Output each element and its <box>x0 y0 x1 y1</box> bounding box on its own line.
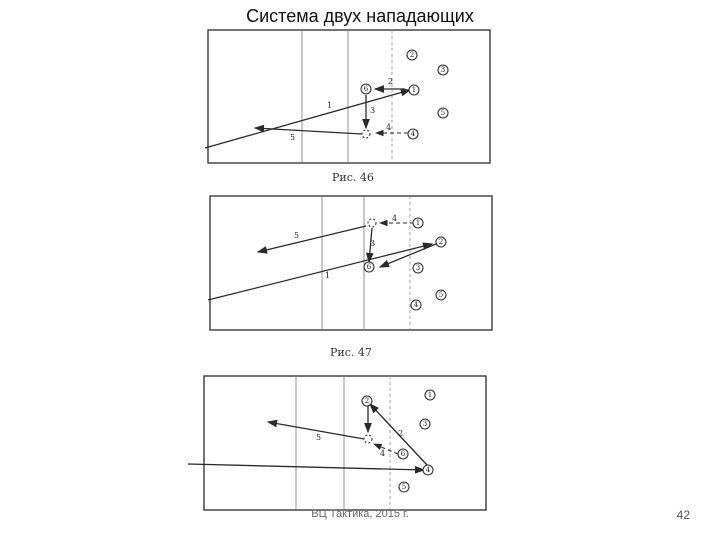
move-arrow <box>374 444 398 454</box>
figure-3 <box>188 376 486 510</box>
svg-text:4: 4 <box>425 466 431 474</box>
player-marker <box>399 482 409 492</box>
figure-caption: Рис. 47 <box>330 346 372 359</box>
svg-text:6: 6 <box>363 85 369 93</box>
svg-text:4: 4 <box>413 301 419 309</box>
svg-text:1: 1 <box>415 219 421 227</box>
player-marker <box>361 84 371 94</box>
figure-47 <box>208 196 492 359</box>
arrow-label: 5 <box>316 433 322 442</box>
svg-text:3: 3 <box>415 264 421 272</box>
svg-text:5: 5 <box>401 483 407 491</box>
player-marker <box>420 419 430 429</box>
player-marker <box>438 108 448 118</box>
figure-caption: Рис. 46 <box>332 171 374 184</box>
svg-text:3: 3 <box>440 66 446 74</box>
arrow-label: 3 <box>370 106 376 115</box>
arrow-label: 2 <box>388 77 394 86</box>
figure-46 <box>205 30 490 184</box>
arrow-label: 1 <box>325 271 331 280</box>
svg-text:3: 3 <box>422 420 428 428</box>
player-marker <box>409 85 419 95</box>
court-outline <box>204 376 486 510</box>
svg-text:1: 1 <box>427 391 433 399</box>
svg-text:2: 2 <box>409 51 415 59</box>
slide-title: Система двух нападающих <box>246 6 474 26</box>
arrow-label: 3 <box>370 239 376 248</box>
player-marker <box>413 218 423 228</box>
court-outline <box>208 30 490 163</box>
player-marker <box>411 300 421 310</box>
player-marker <box>436 290 446 300</box>
svg-text:5: 5 <box>438 291 444 299</box>
player-marker <box>407 50 417 60</box>
svg-text:4: 4 <box>410 130 416 138</box>
player-marker <box>436 237 446 247</box>
footer-text: ВЦ Тактика, 2015 г. <box>311 508 409 520</box>
player-marker <box>413 263 423 273</box>
pass-arrow <box>188 464 424 470</box>
arrow-label: 1 <box>327 101 333 110</box>
svg-text:6: 6 <box>366 263 372 271</box>
arrow-label: 4 <box>380 449 386 458</box>
court-outline <box>210 196 492 330</box>
page-number: 42 <box>676 508 690 522</box>
svg-text:6: 6 <box>400 450 406 458</box>
svg-text:5: 5 <box>440 109 446 117</box>
position-marker <box>368 219 376 227</box>
player-marker <box>362 396 372 406</box>
player-marker <box>398 449 408 459</box>
position-marker <box>362 130 370 138</box>
player-marker <box>408 129 418 139</box>
attack-arrow <box>255 128 362 134</box>
position-marker <box>364 435 372 443</box>
arrow-label: 5 <box>294 231 300 240</box>
arrow-label: 4 <box>392 214 398 223</box>
player-marker <box>425 390 435 400</box>
player-marker <box>423 465 433 475</box>
pass-arrow <box>205 90 410 148</box>
pass-arrow <box>208 244 432 300</box>
arrow-label: 5 <box>290 133 296 142</box>
svg-text:2: 2 <box>364 397 370 405</box>
svg-text:2: 2 <box>438 238 444 246</box>
player-marker <box>438 65 448 75</box>
player-marker <box>364 262 374 272</box>
arrow-label: 2 <box>398 429 404 438</box>
svg-text:1: 1 <box>411 86 417 94</box>
attack-arrow <box>258 226 366 252</box>
arrow-label: 4 <box>386 123 392 132</box>
